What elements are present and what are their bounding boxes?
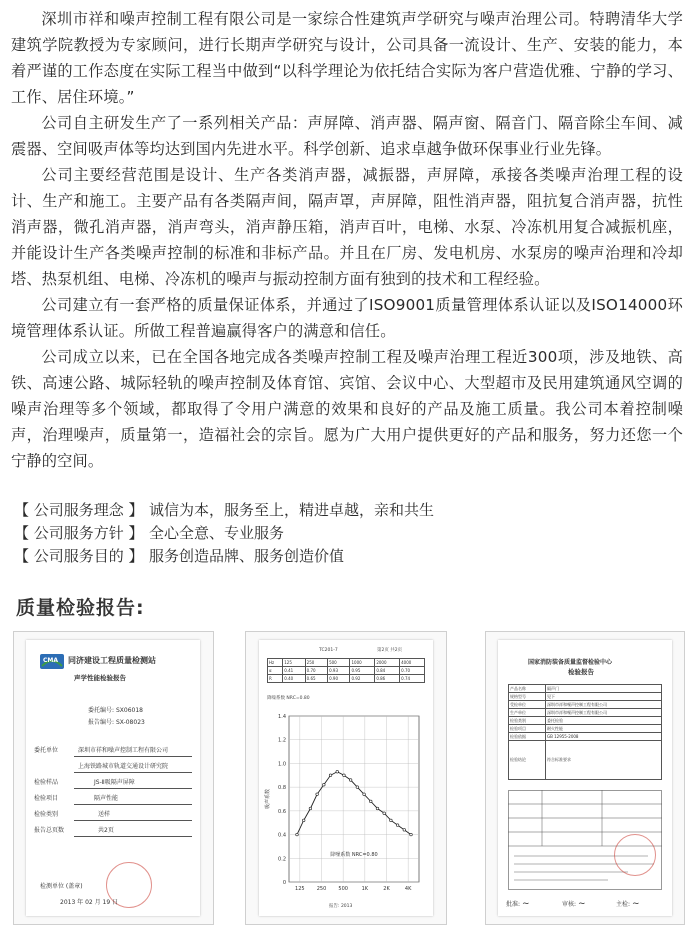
- report-number: 报告编号: SX-08023: [88, 719, 145, 726]
- data-point: [403, 829, 406, 832]
- x-tick-label: 125: [295, 886, 305, 892]
- company-intro: [11, 6, 683, 474]
- table-row: α 0.41 0.70 0.93 0.95 0.84 0.70: [268, 667, 425, 675]
- report-doc-title: 检验报告: [568, 668, 594, 676]
- service-list: [14, 499, 434, 568]
- report-fields: [34, 744, 192, 840]
- data-point: [309, 807, 312, 810]
- report-doc-title: 声学性能检验报告: [74, 674, 126, 682]
- absorption-chart: [259, 702, 433, 902]
- fire-test-table: [508, 684, 662, 780]
- x-tick-label: 1K: [361, 886, 369, 892]
- field-row: 上海铁路城市轨道交通设计研究院: [34, 760, 192, 776]
- chart-caption: 降噪系数 NRC=0.80: [267, 696, 310, 701]
- intro-paragraph-5: 公司成立以来，已在全国各地完成各类噪声控制工程及噪声治理工程近300项，涉及地铁、高铁、高速公路、城际轻轨的噪声控制及体育馆、宾馆、会议中心、大型超市及民用建筑通风空调的噪声治理等多个领域，都取得了令用户满意的效果和良好的产品及施工质量。我公司本着控制噪声，治理噪声，质量第一，造福社会的宗旨。愿为广大用户提供更好的产品和服务，努力还您一个宁静的空间。: [11, 348, 683, 470]
- x-tick-label: 2K: [383, 886, 390, 892]
- data-point: [349, 779, 352, 782]
- y-axis-label: 吸声系数: [265, 788, 271, 810]
- table-row: 检验类别 委托检验: [509, 717, 662, 725]
- service-label: 【 公司服务方针 】: [14, 524, 144, 542]
- intro-paragraph-3: 公司主要经营范围是设计、生产各类消声器，减振器，声屏障，承接各类噪声治理工程的设计、生产和施工。主要产品有各类隔声间，隔声罩，声屏障，阻性消声器，阻抗复合消声器，抗性消声器，微孔消声器，消声弯头，消声静压箱，消声百叶，电梯、水泵、冷冻机用复合减振机座，并能设计生产各类噪声控制的标准和非标产品。并且在厂房、发电机房、水泵房的噪声治理和冷却塔、热泵机组、电梯、冷冻机的噪声与振动控制方面有独到的技术和工程经验。: [11, 166, 683, 288]
- report-sheet: [259, 640, 433, 916]
- y-tick-label: 1.0: [278, 761, 286, 768]
- data-point: [363, 793, 366, 796]
- signature-review: 审核: ~: [562, 899, 586, 909]
- series-line: [297, 772, 411, 835]
- absorption-table: [267, 658, 425, 683]
- service-philosophy: [14, 499, 434, 522]
- sheet-page: 第2页 共2页: [377, 648, 403, 653]
- field-row: 委托单位 深圳市祥和噪声控制工程有限公司: [34, 744, 192, 760]
- x-tick-label: 4K: [404, 886, 412, 892]
- x-tick-label: 500: [338, 886, 348, 892]
- report-image-absorption-chart[interactable]: [245, 631, 447, 925]
- data-point: [356, 786, 359, 789]
- field-row: 检验类别 送样: [34, 808, 192, 824]
- table-row: R 0.40 0.65 0.90 0.92 0.86 0.74: [268, 675, 425, 683]
- y-tick-label: 0.2: [278, 856, 286, 863]
- service-value: 诚信为本，服务至上，精进卓越，亲和共生: [149, 501, 435, 519]
- data-point: [376, 807, 379, 810]
- table-row: 检验项目 耐火性能: [509, 725, 662, 733]
- chart-annotation: 降噪系数 NRC=0.80: [330, 852, 378, 858]
- intro-paragraph-2: 公司自主研发生产了一系列相关产品：声屏障、消声器、隔声窗、隔音门、隔音除尘车间、减震器、空间吸声体等均达到国内先进水平。科学创新、追求卓越争做环保事业行业先锋。: [11, 114, 683, 158]
- sheet-footer: 报告: 2013: [329, 904, 353, 909]
- report-sheet: [26, 640, 200, 916]
- report-footer-date: 2013 年 02 月 19 日: [60, 899, 119, 906]
- data-point: [316, 793, 319, 796]
- y-tick-label: 0: [282, 880, 286, 886]
- y-tick-label: 0.6: [278, 808, 286, 815]
- y-tick-label: 1.2: [278, 737, 286, 744]
- data-point: [396, 824, 399, 827]
- sheet-code: TC201-7: [319, 648, 338, 653]
- service-purpose: [14, 545, 434, 568]
- logo-text: CMA: [43, 657, 59, 664]
- cma-logo-icon: [40, 654, 64, 669]
- table-row: 规格型号 见下: [509, 693, 662, 701]
- field-row: 检验项目 隔声性能: [34, 792, 192, 808]
- report-org-title: 国家消防装备质量监督检验中心: [528, 659, 613, 666]
- data-point: [336, 770, 339, 773]
- table-row: 受检单位 深圳市祥和噪声控制工程有限公司: [509, 701, 662, 709]
- service-value: 全心全意、专业服务: [149, 524, 285, 542]
- data-point: [383, 812, 386, 815]
- table-header-row: Hz 125 250 500 1000 2000 4000: [268, 659, 425, 667]
- report-image-fire-test[interactable]: [485, 631, 685, 925]
- data-point: [343, 774, 346, 777]
- y-tick-label: 0.8: [278, 785, 286, 792]
- data-point: [323, 783, 326, 786]
- report-image-acoustic-test[interactable]: [13, 631, 214, 925]
- table-row: 检验结论 符合标准要求: [509, 741, 662, 780]
- field-row: 检验样品 JS-Ⅱ吸隔声屏障: [34, 776, 192, 792]
- table-row: 产品名称 隔声门: [509, 685, 662, 693]
- signature-approve: 批准: ~: [506, 899, 530, 909]
- data-point: [390, 819, 393, 822]
- signature-inspect: 主检: ~: [616, 899, 640, 909]
- y-tick-label: 0.4: [278, 832, 286, 839]
- entrust-number: 委托编号: SX06018: [88, 707, 143, 714]
- data-point: [410, 833, 413, 836]
- stamp-icon: [614, 834, 656, 876]
- data-point: [329, 774, 332, 777]
- report-org-title: 同济建设工程质量检测站: [68, 656, 156, 665]
- x-tick-label: 250: [316, 886, 327, 892]
- table-row: 生产单位 深圳市祥和噪声控制工程有限公司: [509, 709, 662, 717]
- service-policy: [14, 522, 434, 545]
- intro-paragraph-1: 深圳市祥和噪声控制工程有限公司是一家综合性建筑声学研究与噪声治理公司。特聘清华大学建筑学院教授为专家顾问，进行长期声学研究与设计，公司具备一流设计、生产、安装的能力，本着严谨的工作态度在实际工程当中做到“以科学理论为依托结合实际为客户营造优雅、宁静的学习、工作、居住环境。”: [11, 10, 683, 106]
- reports-heading: 质量检验报告:: [16, 597, 145, 619]
- data-point: [302, 819, 305, 822]
- data-point: [369, 800, 372, 803]
- service-label: 【 公司服务目的 】: [14, 547, 144, 565]
- service-value: 服务创造品牌、服务创造价值: [149, 547, 345, 565]
- data-point: [296, 833, 299, 836]
- y-tick-label: 1.4: [278, 714, 286, 720]
- service-label: 【 公司服务理念 】: [14, 501, 144, 519]
- intro-paragraph-4: 公司建立有一套严格的质量保证体系，并通过了ISO9001质量管理体系认证以及ISO14000环境管理体系认证。所做工程普遍赢得客户的满意和信任。: [11, 296, 683, 340]
- report-sheet: [498, 640, 672, 916]
- table-row: 检验依据 GB 12955-2008: [509, 733, 662, 741]
- report-footer-unit: 检测单位 (盖章): [40, 883, 83, 890]
- field-row: 报告总页数 共2页: [34, 824, 192, 840]
